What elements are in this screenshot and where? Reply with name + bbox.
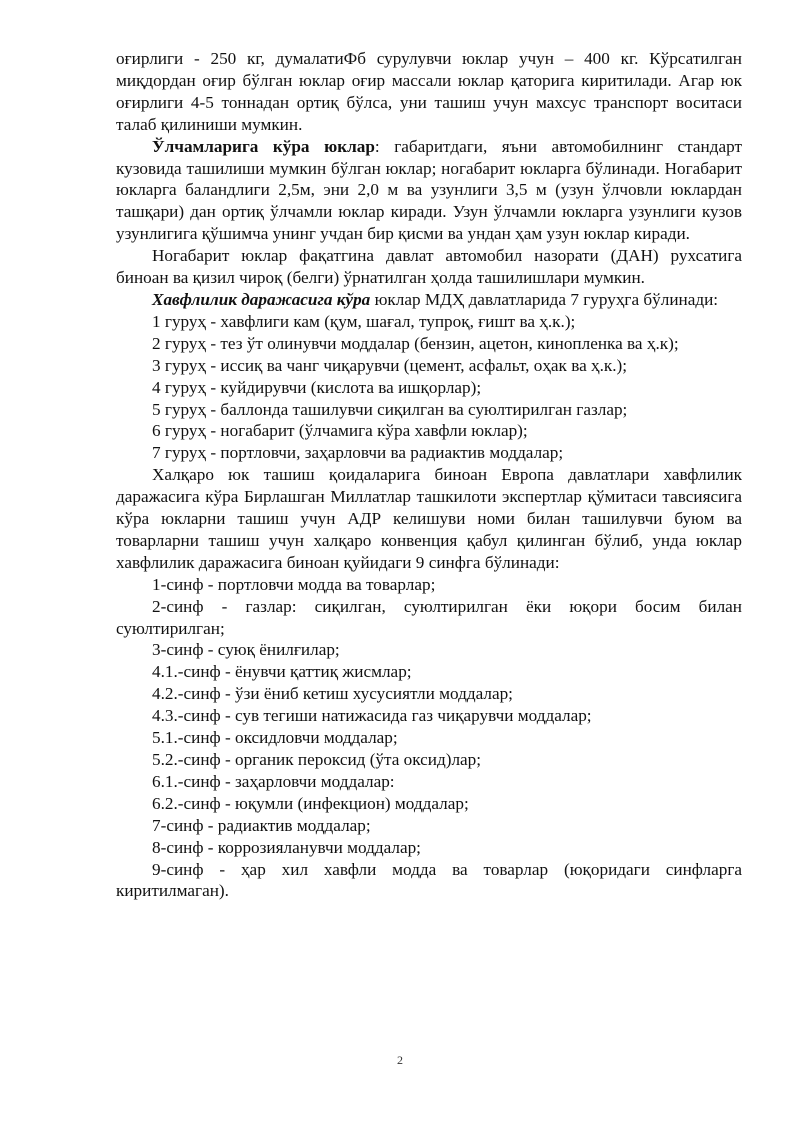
group-item: 7 гуруҳ - портловчи, заҳарловчи ва радиактив моддалар; [152,443,564,463]
class-item: 1-синф - портловчи модда ва товарлар; [152,574,436,594]
group-item: 2 гуруҳ - тез ўт олинувчи моддалар (бензин, ацетон, кинопленка ва ҳ.к); [152,333,679,353]
paragraph-oversize: Ногабарит юклар фақатгина давлат автомобил назорати (ДАН) рухсатига биноан ва қизил чироқ (белги) ўрнатилган ҳолда ташилишлари мумкин. [116,246,742,288]
class-item: 6.1.-синф - заҳарловчи моддалар: [152,771,395,791]
class-item: 2-синф - газлар: сиқилган, суюлтирилган ёки юқори босим билан суюлтирилган; [116,596,742,638]
class-item: 4.2.-синф - ўзи ёниб кетиш хусусиятли моддалар; [152,684,513,704]
class-item: 5.1.-синф - оксидловчи моддалар; [152,728,398,748]
paragraph-international: Халқаро юк ташиш қоидаларига биноан Европа давлатлари хавфлилик даражасига кўра Бирлашган Миллатлар ташкилоти экспертлар қўмитаси тавсиясига кўра юкларни ташиш учун АДР келишуви номи билан ташилувчи буюм ва товарларни ташиш учун халқаро конвенция қабул қилинган бўлиб, унда юклар хавфлилик даражасига биноан қуйидаги 9 синфга бўлинади: [116,465,742,572]
group-item: 3 гуруҳ - иссиқ ва чанг чиқарувчи (цемент, асфальт, оҳак ва ҳ.к.); [152,355,628,375]
class-item: 9-синф - ҳар хил хавфли модда ва товарлар (юқоридаги синфларга киритилмаган). [116,859,742,901]
group-item: 6 гуруҳ - ногабарит (ўлчамига кўра хавфли юклар); [152,421,528,441]
page-number: 2 [397,1053,403,1067]
group-item: 4 гуруҳ - куйдирувчи (кислота ва ишқорлар); [152,377,482,397]
document-page [116,48,742,902]
class-item: 8-синф - коррозияланувчи моддалар; [152,837,421,857]
paragraph-weight: оғирлиги - 250 кг, думалатиФб сурулувчи юклар учун – 400 кг. Кўрсатилган миқдордан оғир бўлган юклар оғир массали юклар қаторига киритилади. Агар юк оғирлиги 4-5 тоннадан ортиқ бўлса, уни ташиш учун махсус транспорт воситаси талаб қилиниши мумкин. [116,49,742,134]
class-item: 6.2.-синф - юқумли (инфекцион) моддалар; [152,793,469,813]
class-item: 5.2.-синф - органик пероксид (ўта оксид)лар; [152,750,482,769]
class-item: 3-синф - суюқ ёнилғилар; [152,640,340,660]
size-heading: Ўлчамларига кўра юклар [152,136,375,156]
hazard-heading: Хавфлилик даражасига кўра [152,289,371,309]
size-text: : габаритдаги, яъни автомобилнинг стандарт кузовида ташилиши мумкин бўлган юклар; ногабарит юкларга бўлинади. Ногабарит юкларга баландлиги 2,5м, эни 2,0 м ва узунлиги 3,5 м (узун ўлчовли юклардан ташқари) дан ортиқ ўлчамли юклар киради. Узун ўлчамли юкларга узунлиги кузов узунлигига қўшимча унинг учдан бир қисми ва ундан ҳам узун юклар киради. [116,136,742,244]
class-item: 4.1.-синф - ёнувчи қаттиқ жисмлар; [152,662,412,682]
class-item: 4.3.-синф - сув тегиши натижасида газ чиқарувчи моддалар; [152,706,592,726]
paragraph-size [116,136,742,246]
class-item: 7-синф - радиактив моддалар; [152,815,371,835]
group-item: 1 гуруҳ - хавфлиги кам (қум, шағал, тупроқ, ғишт ва ҳ.к.); [152,311,576,331]
group-item: 5 гуруҳ - баллонда ташилувчи сиқилган ва суюлтирилган газлар; [152,399,628,419]
paragraph-hazard [116,289,742,311]
hazard-text: юклар МДҲ давлатларида 7 гуруҳга бўлинади: [370,289,719,309]
